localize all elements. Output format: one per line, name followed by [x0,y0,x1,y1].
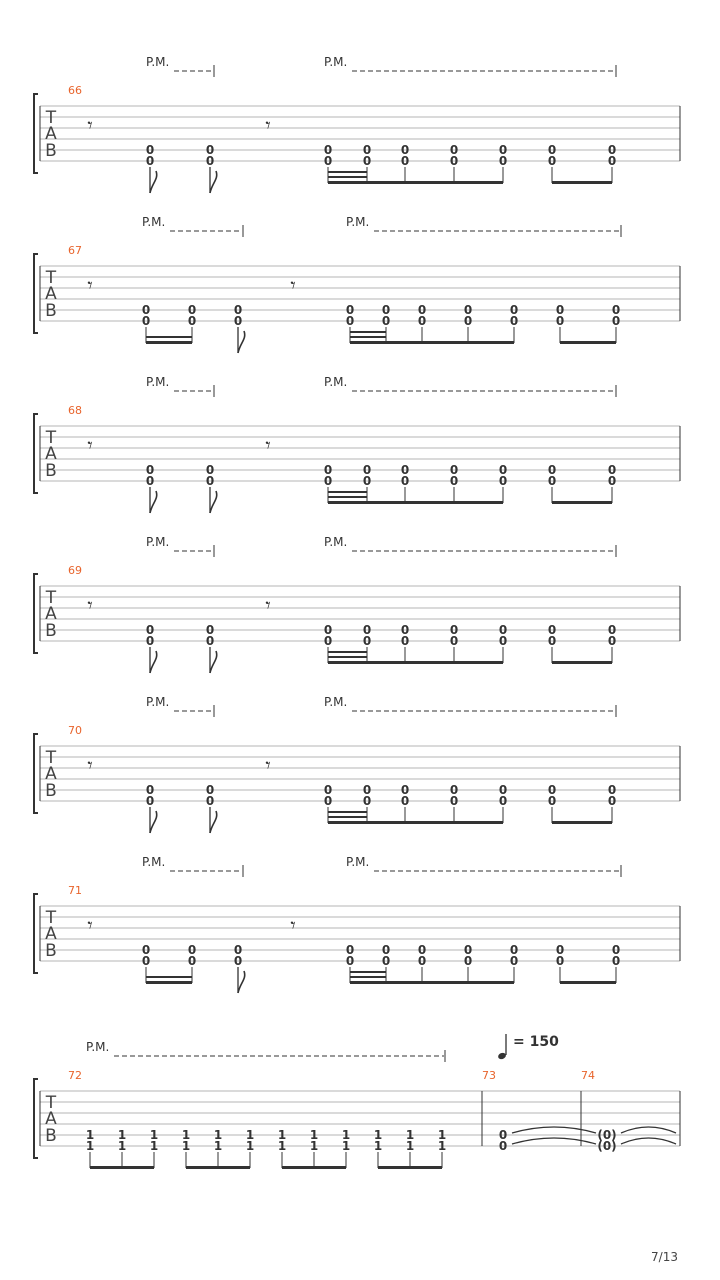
fret-number: 0 [323,143,333,157]
tied-fret-number: (0) [597,1139,617,1153]
beam-primary [560,341,616,344]
fret-number: 0 [509,943,519,957]
fret-number: 0 [607,143,617,157]
palm-mute-label: P.M. [346,855,370,869]
palm-mute-label: P.M. [324,535,348,549]
fret-number: 0 [498,463,508,477]
fret-number: 1 [149,1139,159,1153]
page-number: 7/13 [651,1250,678,1264]
fret-number: 0 [498,623,508,637]
fret-number: 1 [245,1128,255,1142]
fret-number: 0 [141,943,151,957]
fret-number: 0 [449,783,459,797]
fret-number: 0 [362,794,372,808]
system-bracket [34,414,38,493]
palm-mute-label: P.M. [324,695,348,709]
fret-number: 1 [117,1139,127,1153]
palm-mute-label: P.M. [146,535,170,549]
palm-mute-label: P.M. [142,855,166,869]
tab-letter-t: T [45,588,57,608]
eighth-rest: 𝄾 [87,753,93,777]
fret-number: 0 [555,314,565,328]
measure-number: 68 [68,404,82,417]
eighth-rest: 𝄾 [87,913,93,937]
fret-number: 0 [233,314,243,328]
note-flag [150,171,157,193]
note-flag [238,971,245,993]
tie-arc [621,1138,676,1144]
tab-letter-a: A [45,444,57,464]
fret-number: 1 [149,1128,159,1142]
tab-system [34,695,680,833]
measure-number: 74 [581,1069,595,1082]
palm-mute-label: P.M. [146,695,170,709]
note-flag [150,651,157,673]
palm-mute-label: P.M. [324,55,348,69]
fret-number: 0 [607,783,617,797]
beam-primary [552,821,612,824]
measure-number: 66 [68,84,82,97]
fret-number: 0 [187,943,197,957]
beam-primary [328,821,503,824]
fret-number: 0 [498,634,508,648]
fret-number: 0 [607,463,617,477]
tab-letter-a: A [45,764,57,784]
fret-number: 1 [309,1139,319,1153]
tab-system [34,855,680,993]
fret-number: 0 [205,143,215,157]
fret-number: 0 [547,783,557,797]
fret-number: 1 [277,1139,287,1153]
beam-primary [146,981,192,984]
measure-number: 67 [68,244,82,257]
fret-number: 1 [85,1128,95,1142]
palm-mute-label: P.M. [324,375,348,389]
fret-number: 0 [498,143,508,157]
fret-number: 0 [607,474,617,488]
fret-number: 0 [187,303,197,317]
fret-number: 1 [341,1128,351,1142]
tie-arc [621,1127,676,1133]
tab-letter-a: A [45,124,57,144]
fret-number: 0 [547,623,557,637]
fret-number: 0 [463,943,473,957]
tab-letter-a: A [45,284,57,304]
beam-primary [328,501,503,504]
fret-number: 0 [187,954,197,968]
fret-number: 0 [233,303,243,317]
fret-number: 0 [345,954,355,968]
tab-letter-t: T [45,1093,57,1113]
fret-number: 1 [437,1128,447,1142]
system-bracket [34,734,38,813]
fret-number: 0 [323,474,333,488]
palm-mute-label: P.M. [146,55,170,69]
fret-number: 0 [400,623,410,637]
fret-number: 0 [449,143,459,157]
fret-number: 0 [205,794,215,808]
system-bracket [34,94,38,173]
fret-number: 0 [400,634,410,648]
fret-number: 0 [205,623,215,637]
fret-number: 0 [381,314,391,328]
fret-number: 0 [141,303,151,317]
tempo-note-head [497,1052,507,1060]
system-bracket [34,1079,38,1158]
fret-number: 0 [555,954,565,968]
tab-letter-t: T [45,108,57,128]
fret-number: 0 [145,623,155,637]
beam-tertiary [350,971,386,973]
tab-system [34,55,680,193]
tab-letter-b: B [45,301,57,321]
fret-number: 0 [509,303,519,317]
tab-letter-a: A [45,924,57,944]
beam-primary [350,981,514,984]
fret-number: 0 [145,783,155,797]
note-flag [150,811,157,833]
tie-arc [512,1138,596,1144]
fret-number: 0 [417,954,427,968]
fret-number: 0 [205,783,215,797]
tempo-marking: = 150 [513,1034,559,1050]
fret-number: 0 [145,143,155,157]
fret-number: 0 [555,303,565,317]
fret-number: 0 [362,143,372,157]
fret-number: 0 [547,143,557,157]
fret-number: 0 [381,303,391,317]
fret-number: 0 [547,474,557,488]
fret-number: 0 [362,783,372,797]
tab-system [34,1034,680,1169]
fret-number: 0 [362,154,372,168]
fret-number: 0 [449,623,459,637]
fret-number: 0 [145,474,155,488]
fret-number: 0 [449,794,459,808]
fret-number: 1 [181,1128,191,1142]
measure-number: 70 [68,724,82,737]
fret-number: 0 [611,943,621,957]
fret-number: 0 [607,623,617,637]
fret-number: 0 [449,634,459,648]
fret-number: 1 [309,1128,319,1142]
fret-number: 1 [341,1139,351,1153]
eighth-rest: 𝄾 [87,113,93,137]
fret-number: 0 [141,954,151,968]
fret-number: 0 [400,143,410,157]
beam-primary [560,981,616,984]
note-flag [210,171,217,193]
fret-number: 0 [449,463,459,477]
tab-letter-b: B [45,781,57,801]
beam-primary [90,1166,154,1169]
beam-primary [552,501,612,504]
beam-tertiary [350,331,386,333]
fret-number: 0 [555,943,565,957]
measure-number: 73 [482,1069,496,1082]
beam-primary [552,661,612,664]
fret-number: 0 [607,154,617,168]
fret-number: 1 [405,1139,415,1153]
fret-number: 0 [205,634,215,648]
beam-primary [350,341,514,344]
fret-number: 0 [145,634,155,648]
fret-number: 0 [498,794,508,808]
fret-number: 0 [498,474,508,488]
beam-primary [378,1166,442,1169]
tie-arc [512,1127,596,1133]
fret-number: 0 [449,154,459,168]
tab-system [34,535,680,673]
palm-mute-label: P.M. [86,1040,110,1054]
fret-number: 0 [381,954,391,968]
eighth-rest: 𝄾 [265,593,271,617]
beam-primary [186,1166,250,1169]
fret-number: 0 [323,783,333,797]
fret-number: 0 [345,943,355,957]
fret-number: 0 [205,474,215,488]
fret-number: 0 [417,303,427,317]
fret-number: 1 [117,1128,127,1142]
fret-number: 0 [362,623,372,637]
tab-letter-t: T [45,268,57,288]
note-flag [210,491,217,513]
fret-number: 0 [449,474,459,488]
measure-number: 72 [68,1069,82,1082]
fret-number: 0 [323,623,333,637]
note-flag [210,811,217,833]
tab-system [34,375,680,513]
beam-primary [328,181,503,184]
system-bracket [34,254,38,333]
fret-number: 0 [463,954,473,968]
fret-number: 0 [498,1128,508,1142]
fret-number: 0 [611,314,621,328]
beam-secondary [350,336,386,338]
beam-secondary [328,656,367,658]
fret-number: 0 [145,463,155,477]
fret-number: 0 [611,303,621,317]
fret-number: 0 [381,943,391,957]
beam-tertiary [328,811,367,813]
fret-number: 0 [547,794,557,808]
fret-number: 0 [498,783,508,797]
note-flag [238,331,245,353]
fret-number: 0 [141,314,151,328]
fret-number: 0 [345,314,355,328]
fret-number: 0 [205,154,215,168]
fret-number: 0 [607,794,617,808]
fret-number: 0 [498,154,508,168]
fret-number: 1 [373,1139,383,1153]
fret-number: 1 [181,1139,191,1153]
fret-number: 0 [233,943,243,957]
beam-tertiary [328,651,367,653]
eighth-rest: 𝄾 [265,433,271,457]
eighth-rest: 𝄾 [290,273,296,297]
beam-secondary [328,496,367,498]
tab-letter-b: B [45,461,57,481]
beam-primary [146,341,192,344]
tab-letter-a: A [45,1109,57,1129]
tied-fret-number: (0) [597,1128,617,1142]
tab-letter-b: B [45,941,57,961]
fret-number: 0 [345,303,355,317]
fret-number: 0 [187,314,197,328]
note-flag [210,651,217,673]
measure-number: 71 [68,884,82,897]
system-bracket [34,894,38,973]
beam-secondary [146,336,192,338]
fret-number: 1 [277,1128,287,1142]
fret-number: 1 [373,1128,383,1142]
tab-letter-b: B [45,1126,57,1146]
fret-number: 0 [509,314,519,328]
tab-letter-t: T [45,908,57,928]
tab-letter-b: B [45,621,57,641]
fret-number: 0 [400,783,410,797]
fret-number: 1 [405,1128,415,1142]
beam-secondary [328,176,367,178]
fret-number: 0 [417,314,427,328]
fret-number: 0 [417,943,427,957]
fret-number: 0 [400,474,410,488]
fret-number: 1 [245,1139,255,1153]
palm-mute-label: P.M. [346,215,370,229]
tab-letter-t: T [45,748,57,768]
fret-number: 0 [547,463,557,477]
fret-number: 1 [213,1139,223,1153]
beam-primary [552,181,612,184]
palm-mute-label: P.M. [146,375,170,389]
tab-letter-b: B [45,141,57,161]
tab-letter-t: T [45,428,57,448]
note-flag [150,491,157,513]
measure-number: 69 [68,564,82,577]
fret-number: 0 [509,954,519,968]
fret-number: 0 [400,794,410,808]
fret-number: 0 [463,314,473,328]
eighth-rest: 𝄾 [87,433,93,457]
eighth-rest: 𝄾 [87,593,93,617]
fret-number: 0 [547,634,557,648]
fret-number: 1 [85,1139,95,1153]
fret-number: 0 [400,154,410,168]
fret-number: 0 [463,303,473,317]
fret-number: 0 [498,1139,508,1153]
system-bracket [34,574,38,653]
palm-mute-label: P.M. [142,215,166,229]
tab-system [34,215,680,353]
beam-tertiary [328,491,367,493]
fret-number: 0 [323,154,333,168]
beam-secondary [350,976,386,978]
beam-secondary [146,976,192,978]
fret-number: 0 [400,463,410,477]
fret-number: 1 [213,1128,223,1142]
fret-number: 0 [611,954,621,968]
fret-number: 0 [205,463,215,477]
fret-number: 0 [362,463,372,477]
fret-number: 0 [323,634,333,648]
eighth-rest: 𝄾 [87,273,93,297]
beam-secondary [328,816,367,818]
beam-primary [282,1166,346,1169]
fret-number: 0 [547,154,557,168]
eighth-rest: 𝄾 [290,913,296,937]
eighth-rest: 𝄾 [265,753,271,777]
fret-number: 0 [323,463,333,477]
fret-number: 0 [145,794,155,808]
fret-number: 0 [233,954,243,968]
fret-number: 0 [362,474,372,488]
eighth-rest: 𝄾 [265,113,271,137]
fret-number: 0 [145,154,155,168]
tab-letter-a: A [45,604,57,624]
beam-tertiary [328,171,367,173]
fret-number: 1 [437,1139,447,1153]
beam-primary [328,661,503,664]
fret-number: 0 [607,634,617,648]
fret-number: 0 [323,794,333,808]
fret-number: 0 [362,634,372,648]
